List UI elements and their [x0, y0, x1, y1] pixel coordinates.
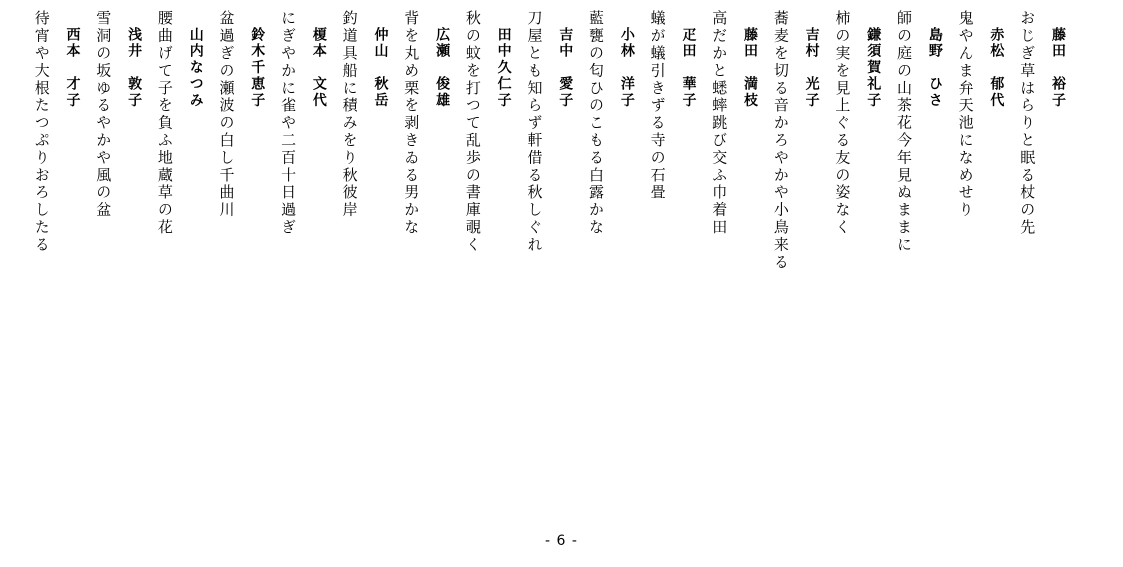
- haiku-text: 待宵や大根たつぷりおろしたる: [32, 10, 51, 254]
- author-name: 榎本 文代: [310, 26, 327, 109]
- haiku-entry: [88, 10, 150, 480]
- haiku-entry: [457, 10, 519, 480]
- haiku-entry: [149, 10, 211, 480]
- haiku-entry: [211, 10, 273, 480]
- haiku-text: 蟻が蟻引きずる寺の石畳: [648, 10, 667, 202]
- haiku-entry: [703, 10, 765, 480]
- haiku-text: 藍甕の匂ひのこもる白露かな: [587, 10, 606, 237]
- haiku-text: 高だかと蟋蟀跳び交ふ巾着田: [710, 10, 729, 237]
- haiku-entry: [580, 10, 642, 480]
- author-name: 藤田 満枝: [742, 26, 759, 109]
- haiku-entry: [950, 10, 1012, 480]
- author-name: 鈴木千恵子: [249, 26, 266, 109]
- haiku-text: 腰曲げて子を負ふ地蔵草の花: [155, 10, 174, 237]
- haiku-text: 刀屋とも知らず軒借る秋しぐれ: [525, 10, 544, 254]
- author-name: 小林 洋子: [618, 26, 635, 109]
- haiku-text: 盆過ぎの瀬波の白し千曲川: [217, 10, 236, 219]
- haiku-text: 鬼やんま弁天池になめせり: [956, 10, 975, 219]
- haiku-text: 柿の実を見上ぐる友の姿なく: [833, 10, 852, 237]
- haiku-text: 蕎麦を切る音かろやかや小鳥来る: [771, 10, 790, 271]
- haiku-text: 師の庭の山茶花今年見ぬままに: [895, 10, 914, 254]
- author-name: 藤田 裕子: [1050, 26, 1066, 109]
- haiku-column-block: [26, 10, 1073, 480]
- author-name: 鎌須賀礼子: [865, 26, 882, 109]
- haiku-text: おじぎ草はらりと眠る杖の先: [1018, 10, 1037, 237]
- haiku-entry: [765, 10, 827, 480]
- haiku-entry: [827, 10, 889, 480]
- haiku-entry: [888, 10, 950, 480]
- haiku-text: 背を丸め栗を剥きゐる男かな: [402, 10, 421, 237]
- haiku-text: 秋の蚊を打つて乱歩の書庫覗く: [463, 10, 482, 254]
- haiku-entry: [334, 10, 396, 480]
- author-name: 吉中 愛子: [557, 26, 574, 109]
- author-name: 赤松 郁代: [988, 26, 1005, 109]
- haiku-entry: [1011, 10, 1073, 480]
- author-name: 吉村 光子: [803, 26, 820, 109]
- author-name: 浅井 敦子: [126, 26, 143, 109]
- haiku-entry: [26, 10, 88, 480]
- haiku-entry: [395, 10, 457, 480]
- page-number: - 6 -: [545, 533, 578, 549]
- author-name: 西本 才子: [64, 26, 81, 109]
- haiku-entry: [519, 10, 581, 480]
- haiku-text: にぎやかに雀や二百十日過ぎ: [279, 10, 298, 237]
- author-name: 疋田 華子: [680, 26, 697, 109]
- haiku-text: 釣道具船に積みをり秋彼岸: [340, 10, 359, 219]
- author-name: 田中久仁子: [495, 26, 512, 109]
- haiku-entry: [642, 10, 704, 480]
- author-name: 山内なつみ: [187, 26, 204, 109]
- author-name: 仲山 秋岳: [372, 26, 389, 109]
- author-name: 島野 ひさ: [926, 26, 943, 109]
- haiku-text: 雪洞の坂ゆるやかや風の盆: [94, 10, 113, 219]
- author-name: 広瀬 俊雄: [434, 26, 451, 109]
- haiku-entry: [272, 10, 334, 480]
